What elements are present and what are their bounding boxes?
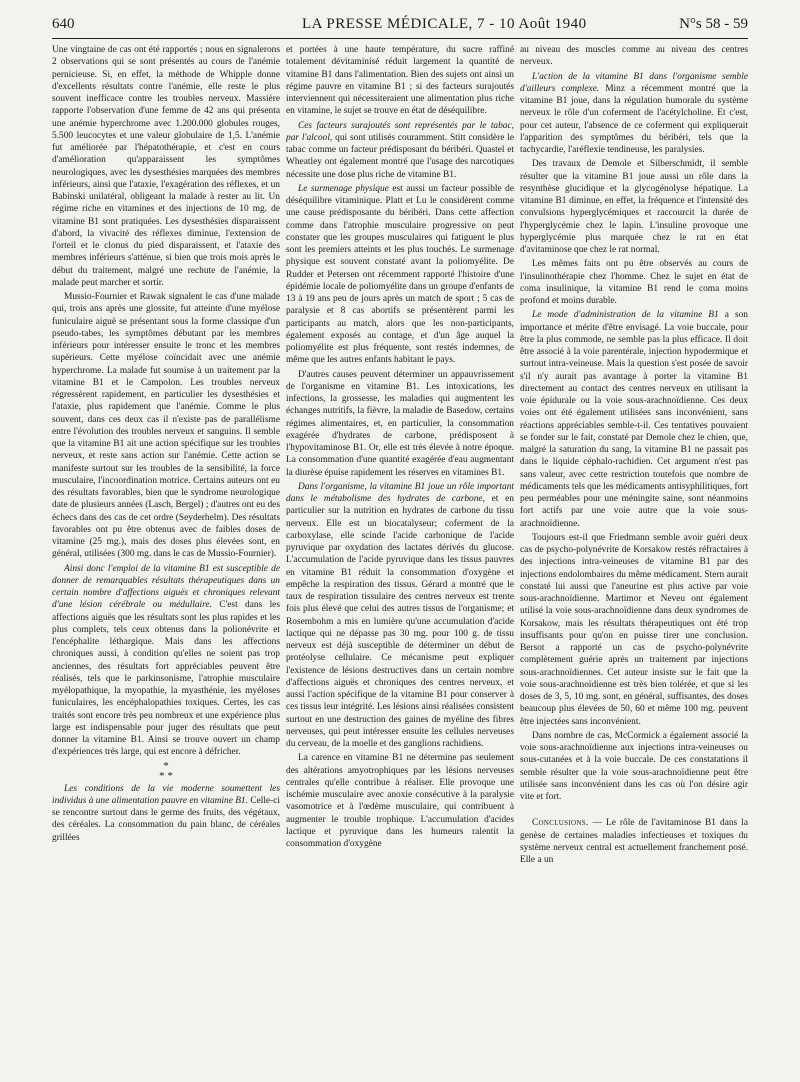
paragraph-text: a son importance et mérite d'être envisagé. La voie buccale, pour être la plus commode, ne semble pas la plus efficace. Il doit être associé à la voie parentérale, injection hypodermique et surtout intra-veineuse. Mais la question s'est posée de savoir s'il n'y aurait pas avantage à porter la vitamine B1 directement au contact des centres nerveux en utilisant la voie épidurale ou la voie sous-arachnoïdienne. Ces deux voies ont été également utilisées sans inconvénient, sans réactions appréciables semble-t-il. Ces tentatives pouvaient se fonder sur le fait, constaté par Demole chez le chien, que, malgré la saturation du sang, la vitamine B1 ne passait pas dans le liquide céphalo-rachidien. Cet argument n'est pas sans valeur, avec cette restriction toutefois que nombre de médicaments tels que les médicaments antisyphilitiques, fort peu perméables pour une méningite saine, sont néanmoins fort actifs par une voie autre que la voie sous-arachnoïdienne. xyxy=(520,310,748,529)
paragraph-text: qui sont utilisés couramment. Stitt considère le tabac comme un facteur prédisposant du béribéri. Quastel et Wheatley ont également montré que l'usage des narcotiques nécessite une dose plus riche de vitamine B1. xyxy=(286,132,514,180)
italic-lead: Ces facteurs surajoutés sont représentés par le tabac, par l'alcool, xyxy=(286,120,514,143)
journal-title: LA PRESSE MÉDICALE, 7 - 10 Août 1940 xyxy=(302,16,587,32)
paragraph xyxy=(52,563,280,759)
conclusion-paragraph xyxy=(520,817,748,866)
column-3 xyxy=(520,44,748,1070)
paragraph xyxy=(286,481,514,751)
paragraph: Une vingtaine de cas ont été rapportés ; nous en signalerons 2 observations qui se sont présentés au cours de l'anémie pernicieuse. Si, en effet, la méthode de Whipple donne d'excellents résultats contre l'anémie, elle reste le plus souvent inefficace contre les troubles nerveux. Massière rapporte l'observation d'une femme de 42 ans qui présenta une anémie hyperchrome avec 1.200.000 globules rouges, 5.500 leucocytes et une valeur globulaire de 1,5. L'anémie fut améliorée par l'hépatothérapie, et c'est en cours d'amélioration qu'apparaissent les symptômes neurologiques, avec les dysesthésies marquées des membres inférieurs, ainsi que l'ataxie, l'exagération des réflexes, et un Babinski unilatéral, obligeant la malade à rester au lit. Un régime riche en vitamines et des injections de 10 mg. de vitamine B1 sont pratiquées. Les dysesthésies disparaissent d'abord, la vivacité des réflexes diminue, l'extension de l'orteil et le clonus du pied disparaissent, et l'ataxie des membres inférieurs s'atténue, si bien que trois mois après le début du traitement, malgré une rechute de l'anémie, la malade peut marcher et sortir. xyxy=(52,45,280,288)
header-rule xyxy=(52,38,748,39)
section-separator: * * * xyxy=(159,759,173,782)
italic-lead: Le surmenage physique xyxy=(298,183,389,194)
paragraph: Des travaux de Demole et Silberschmidt, il semble résulter que la vitamine B1 joue aussi un rôle dans la resynthèse glucidique et la glycogénolyse hépatique. La vitamine B1 diminue, en effet, la fréquence et l'intensité des convulsions hyperglycémiques et raccourcit la durée de l'hyperglycémie chez le lapin. L'insuline provoque une hyperglycémie plus marquée chez le rat en état d'avitaminose que chez le rat normal. xyxy=(520,159,748,255)
italic-lead: Ainsi donc l'emploi de la vitamine B1 est susceptible de donner de remarquables résultats thérapeutiques dans un certain nombre d'affections aiguës et chroniques relevant d'une lésion cérébrale ou médullaire. xyxy=(52,563,280,611)
paragraph: D'autres causes peuvent déterminer un appauvrissement de l'organisme en vitamine B1. Les intoxications, les infections, la grossesse, les maladies qui augmentent les échanges nutritifs, la fièvre, la maladie de Basedow, certains régimes alimentaires, et, en particulier, la consommation exagérée d'hydrates de carbone, prédisposent à l'hypovitaminose B1. Or, elle est très élevée à notre époque. La consommation d'une quantité exagérée d'eau augmentant la diurèse épuise rapidement les réserves en vitamines B1. xyxy=(286,369,514,478)
italic-lead: Les conditions de la vie moderne soumettent les individus à une alimentation pauvre en vitamine B1. xyxy=(52,783,280,806)
paragraph: Mussio-Fournier et Rawak signalent le cas d'une malade qui, trois ans après une glossite, fut atteinte d'une myélose funiculaire aiguë se présentant sous la forme classique d'un pseudo-tabes, les symptômes débutant par les membres inférieurs pour intéresser ensuite le tronc et les membres supérieurs. Cette myélose coïncidait avec une anémie hyperchrome. La malade fut soumise à un traitement par la vitamine B1 et le Campolon. Les troubles nerveux régressèrent rapidement, en particulier les dysesthésies et l'ataxie, plus rapidement que l'anémie. Comme le plus souvent, dans ces deux cas il n'existe pas de parallélisme entre l'évolution des troubles nerveux et sanguins. Il semble que la vitamine B1 ait une action spécifique sur les troubles nerveux, et reste sans action sur l'anémie. Cette action se manifeste surtout sur les troubles de la sensibilité, la force musculaire, l'incoordination motrice. Certains auteurs ont eu des résultats favorables, bien que le syndrome neurologique date de plusieurs années (Lasch, Bergel) ; d'autres ont eu des échecs dans des cas de cet ordre (Seyderhelm). Des résultats favorables ont pu être obtenus avec de faibles doses de vitamine (25 mg.), mais des doses plus élevées sont, en général, utilisées (300 mg. dans le cas de Mussio-Fournier). xyxy=(52,292,280,560)
paragraph xyxy=(520,309,748,530)
paragraph-text: est aussi un facteur possible de déséquilibre vitaminique. Platt et Lu le considèrent comme une cause prédisposante du béribéri. Dans cette affection comme dans l'atrophie musculaire progressive on peut constater que les groupes musculaires qui fatiguent le plus sont les premiers atteints et les plus touchés. Le surmenage physique est souvent constaté avant la poliomyélite. De Rudder et Petersen ont récemment rapporté l'histoire d'une épidémie locale de poliomyélite dans un groupe d'enfants de 13 à 19 ans peu de jours après un match de sport ; 5 cas de paralysie et 8 cas abortifs se présentèrent parmi les participants au match, alors que les non-participants, également exposés au contage, et d'un âge auquel la poliomyélite est plus fréquente, sont restés indemnes, de même que les autres enfants habitant le pays. xyxy=(286,183,514,366)
paragraph xyxy=(286,120,514,181)
paragraph xyxy=(520,71,748,157)
paragraph-text: — Le rôle de l'avitaminose B1 dans la genèse de certaines maladies infectieuses et toxiques du système nerveux central est actuellement franchement posé. Elle a un xyxy=(520,818,748,865)
paragraph-text: Minz a récemment montré que la vitamine B1 joue, dans la régulation humorale du système nerveux le rôle d'un coferment de l'acétylcholine. Et c'est, pour cet auteur, l'absence de ce coferment qui expliquerait l'apparition des symptômes du béribéri, tels que la tachycardie, l'aréflexie tendineuse, les paralysies. xyxy=(520,83,748,155)
italic-lead: Dans l'organisme, la vitamine B1 joue un rôle important dans le métabolisme des hydrates de carbone, xyxy=(286,481,514,504)
paragraph: Les mêmes faits ont pu être observés au cours de l'insulinothérapie chez l'homme. Chez le sujet en état de coma insulinique, la vitamine B1 rend le coma moins profond et moins durable. xyxy=(520,259,748,306)
paragraph: Dans nombre de cas, McCormick a également associé la voie sous-arachnoïdienne aux injections intra-veineuses ou sous-cutanées et à la voie buccale. De ces constatations il semble résulter que la voie sous-arachnoïdienne peut être utilisée sans inconvénient dans les cas où l'on désire agir vite et fort. xyxy=(520,730,748,802)
paragraph: au niveau des muscles comme au niveau des centres nerveux. xyxy=(520,45,748,68)
page-number: 640 xyxy=(52,16,75,32)
column-2 xyxy=(286,44,514,1070)
paragraph: et portées à une haute température, du sucre raffiné totalement dévitaminisé réduit largement la quantité de vitamine B1 dans l'alimentation. Bien des sujets ont ainsi un régime pauvre en vitamine B1 ; si des facteurs surajoutés interviennent qui nécessiteraient une alimentation plus riche en vitamine, le sujet se trouve en état de déséquilibre. xyxy=(286,45,514,117)
paragraph: La carence en vitamine B1 ne détermine pas seulement des altérations amyotrophiques par les lésions nerveuses centrales qu'elle contribue à réaliser. Elle provoque une ischémie musculaire avec anoxie consécutive à la paralysie vasomotrice et à l'œdème musculaire, qui contribuent à augmenter le trouble trophique. L'accumulation d'acides lactique et pyruvique dans les humeurs ralentit la consommation d'oxygène xyxy=(286,753,514,849)
page-header xyxy=(52,16,748,38)
conclusion-label: Conclusions. xyxy=(532,818,589,829)
italic-lead: Le mode d'administration de la vitamine B1 xyxy=(532,310,719,321)
column-1 xyxy=(52,44,280,1070)
paragraph-text: C'est dans les affections aiguës que les résultats sont les plus rapides et les plus complets, tels ceux obtenus dans la polionévrite et l'encéphalite léthargique. Mais dans les affections chroniques aussi, à condition qu'elles ne soient pas trop anciennes, des résultats fort appréciables peuvent être réalisés, tels que le parkinsonisme, l'atrophie musculaire myélopathique, la myopathie, la myasthénie, les myéloses funiculaires, les encéphalopathies toxiques. Certes, les cas traités sont encore très peu nombreux et une expérience plus large est indispensable pour juger des résultats que peut donner la vitamine B1. Ainsi se trouve ouvert un champ d'expériences très large, qui est encore à défricher. xyxy=(52,600,280,758)
paragraph xyxy=(52,783,280,844)
paragraph-text: et en particulier sur la nutrition en hydrates de carbone du tissu nerveux. Elle est un biocatalyseur; coferment de la carboxylase, elle scinde l'acide carbonique de l'acide pyruvique par oxydation des lactates dérivés du glucose. L'accumulation de l'acide pyruvique dans les tissus pauvres en vitamine B1 réduit la consommation d'oxygène et empêche la respiration des tissus. Gérard a montré que le taux de respiration tissulaire des centres nerveux est trente fois plus élevé que celui des autres tissus de l'organisme; et Rosembohm a mis en lumière qu'une accumulation d'acide lactique qui ne dépasse pas 30 mg. pour 100 g. de tissu nerveux est déjà susceptible de déterminer un début de protéolyse cellulaire. Ce mécanisme peut expliquer l'existence de lésions destructives dans un certain nombre d'affections aiguës et chroniques des centres nerveux, et aussi l'action spécifique de la vitamine B1 pour conserver à ces tissus leur intégrité. Les lésions ainsi réalisées consistent surtout en une destruction des gaines de myéline des fibres nerveuses, qui peut intéresser ensuite les cellules nerveuses du cerveau, de la moelle et des ganglions rachidiens. xyxy=(286,494,514,749)
italic-lead: L'action de la vitamine B1 dans l'organisme semble d'ailleurs complexe. xyxy=(520,71,748,94)
paragraph xyxy=(286,183,514,367)
paragraph: Toujours est-il que Friedmann semble avoir guéri deux cas de psycho-polynévrite de Korsakow restés réfractaires à des injections intra-veineuses de vitamine B1 par des injections endolombaires du même médicament. Stern aurait constaté lui aussi que l'aneurine est plus active par voie sous-arachnoïdienne. Martimor et Neveu ont également utilisé la voie sous-arachnoïdienne dans deux syndromes de Korsakow, mais les résultats thérapeutiques ont été trop insuffisants pour qu'on en puisse tirer une conclusion. Bersot a rapporté un cas de psycho-polynévrite complètement guérie après un traitement par injections sous-arachnoïdiennes. Cet auteur insiste sur le fait que la voie sous-arachnoïdienne est très bien tolérée, et que si les doses de 3, 5, 10 mg. sont, en général, suffisantes, des doses beaucoup plus élevées de 50, 60 et même 100 mg. peuvent être injectées sans inconvénient. xyxy=(520,532,748,727)
paragraph-text: Celle-ci se rencontre surtout dans le germe des fruits, des végétaux, des céréales. La consommation du pain blanc, de céréales grillées xyxy=(52,795,280,843)
issue-number: N°s 58 - 59 xyxy=(679,16,748,32)
